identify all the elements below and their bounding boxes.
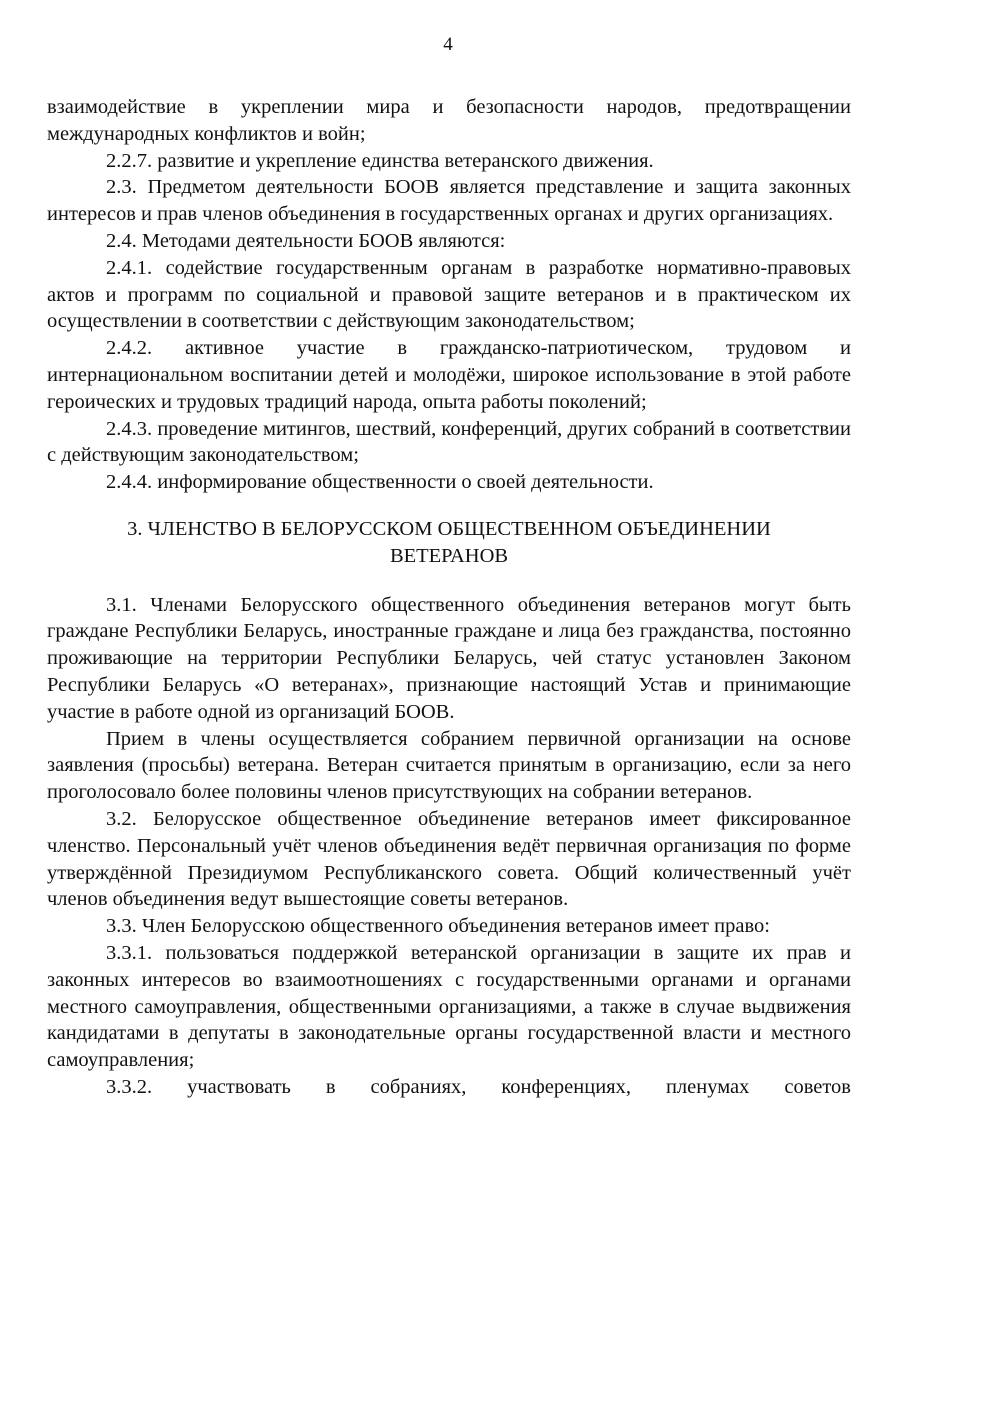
section-heading: 3. ЧЛЕНСТВО В БЕЛОРУССКОМ ОБЩЕСТВЕННОМ ОБЪЕДИНЕНИИ ВЕТЕРАНОВ xyxy=(127,517,771,567)
paragraph-2-4: 2.4. Методами деятельности БООВ являются: xyxy=(106,229,506,252)
paragraph-admission: Прием в члены осуществляется собранием первичной организации на основе заявления (просьбы) ветерана. Ветеран считается принятым в организацию, если за него проголосовало более половины членов присутствующих на собрании ветеранов. xyxy=(47,727,851,804)
page-number: 4 xyxy=(443,34,453,55)
paragraph-3-1: 3.1. Членами Белорусского общественного объединения ветеранов могут быть граждане Республики Беларусь, иностранные граждане и лица без гражданства, постоянно проживающие на территории Республики Беларусь, чей статус установлен Законом Республики Беларусь «О ветеранах», признающие настоящий Устав и принимающие участие в работе одной из организаций БООВ. xyxy=(47,593,851,723)
paragraph-3-2: 3.2. Белорусское общественное объединение ветеранов имеет фиксированное членство. Персональный учёт членов объединения ведёт первичная организация по форме утверждённой Президиумом Республиканского совета. Общий количественный учёт членов объединения ведут вышестоящие советы ветеранов. xyxy=(47,807,851,911)
paragraph-3-3-2: 3.3.2. участвовать в собраниях, конференциях, пленумах советов xyxy=(106,1075,851,1098)
document-body xyxy=(47,94,851,1101)
paragraph-2-4-1: 2.4.1. содействие государственным органам в разработке нормативно-правовых актов и программ по социальной и правовой защите ветеранов и в практическом их осуществлении в соответствии с действующим законодательством; xyxy=(47,256,851,333)
paragraph-continuation: взаимодействие в укреплении мира и безопасности народов, предотвращении международных конфликтов и войн; xyxy=(47,96,851,145)
paragraph-2-4-2: 2.4.2. активное участие в гражданско-патриотическом, трудовом и интернациональном воспитании детей и молодёжи, широкое использование в этой работе героических и трудовых традиций народа, опыта работы поколений; xyxy=(47,337,851,413)
paragraph-2-3: 2.3. Предметом деятельности БООВ является представление и защита законных интересов и прав членов объединения в государственных органах и других организациях. xyxy=(47,176,851,226)
paragraph-2-4-3: 2.4.3. проведение митингов, шествий, конференций, других собраний в соответствии с действующим законодательством; xyxy=(47,417,851,467)
paragraph-3-3-1: 3.3.1. пользоваться поддержкой ветеранской организации в защите их прав и законных интересов во взаимоотношениях с государственными органами и органами местного самоуправления, общественными организациями, а также в случае выдвижения кандидатами в депутаты в законодательные органы государственной власти и местного самоуправления; xyxy=(47,941,851,1072)
paragraph-2-4-4: 2.4.4. информирование общественности о своей деятельности. xyxy=(106,471,654,494)
paragraph-2-2-7: 2.2.7. развитие и укрепление единства ветеранского движения. xyxy=(106,149,654,172)
paragraph-3-3: 3.3. Член Белорусскою общественного объединения ветеранов имеет право: xyxy=(106,915,770,938)
